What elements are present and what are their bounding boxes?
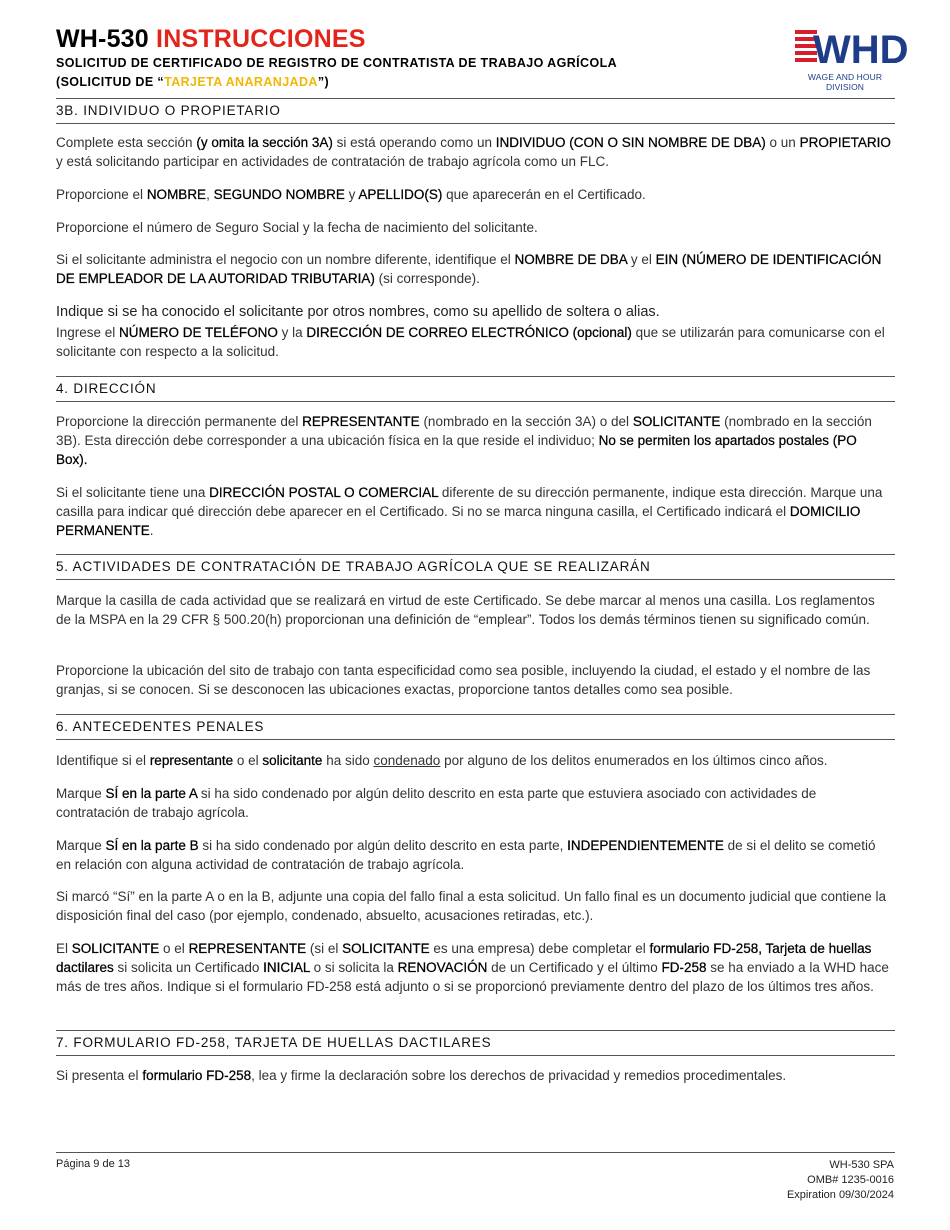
footer-divider <box>56 1152 895 1153</box>
section-7-heading: 7. FORMULARIO FD-258, TARJETA DE HUELLAS DACTILARES <box>56 1030 895 1056</box>
section-6-paragraph-4: Si marcó “Sí” en la parte A o en la B, adjunte una copia del fallo final a esta solicitud. Un fallo final es un documento judicial que contiene la disposición final del caso (por ejemplo, condenado, absuelto, acusaciones retiradas, etc.). <box>56 889 887 923</box>
whd-logo: WHD WAGE AND HOUR DIVISION <box>795 26 895 92</box>
section-6-paragraph-2: Marque SÍ en la parte A si ha sido condenado por algún delito descrito en esta parte que estuviera asociado con actividades de contratación de trabajo agrícola. <box>56 786 817 820</box>
form-subtitle-2: (SOLICITUD DE “TARJETA ANARANJADA”) <box>56 75 330 89</box>
section-4-heading: 4. DIRECCIÓN <box>56 376 895 402</box>
section-4-paragraph-1: Proporcione la dirección permanente del REPRESENTANTE (nombrado en la sección 3A) o del SOLICITANTE (nombrado en la sección 3B). Esta dirección debe corresponder a una ubicación física en la que reside el individuo; No se permiten los apartados postales (PO Box). <box>56 414 872 467</box>
section-3b-paragraph-2: Proporcione el NOMBRE, SEGUNDO NOMBRE y APELLIDO(S) que aparecerán en el Certificado. <box>56 187 646 202</box>
section-6-paragraph-1: Identifique si el representante o el solicitante ha sido condenado por alguno de los delitos enumerados en los últimos cinco años. <box>56 753 828 768</box>
page-number: Página 9 de 13 <box>56 1158 131 1170</box>
page-title: WH-530 INSTRUCCIONES <box>56 25 366 53</box>
section-5-paragraph-1: Marque la casilla de cada actividad que se realizará en virtud de este Certificado. Se debe marcar al menos una casilla. Los reglamentos de la MSPA en la 29 CFR § 500.20(h) proporcionan una definición de “emplear”. Todos los demás términos tienen su significado común. <box>56 593 875 627</box>
form-subtitle: SOLICITUD DE CERTIFICADO DE REGISTRO DE CONTRATISTA DE TRABAJO AGRÍCOLA <box>56 56 618 70</box>
section-5-heading: 5. ACTIVIDADES DE CONTRATACIÓN DE TRABAJO AGRÍCOLA QUE SE REALIZARÁN <box>56 554 895 580</box>
section-3b-paragraph-3: Proporcione el número de Seguro Social y la fecha de nacimiento del solicitante. <box>56 220 538 235</box>
section-3b-heading: 3B. INDIVIDUO O PROPIETARIO <box>56 98 895 124</box>
section-3b-paragraph-4: Si el solicitante administra el negocio con un nombre diferente, identifique el NOMBRE DE DBA y el EIN (NÚMERO DE IDENTIFICACIÓN DE EMPLEADOR DE LA AUTORIDAD TRIBUTARIA) (si corresponde). <box>56 252 882 286</box>
omb-number: OMB# 1235-0016 <box>807 1174 894 1186</box>
section-3b-paragraph-5: Indique si se ha conocido el solicitante por otros nombres, como su apellido de soltera o alias. <box>56 304 660 320</box>
section-6-heading: 6. ANTECEDENTES PENALES <box>56 714 895 740</box>
section-6-paragraph-3: Marque SÍ en la parte B si ha sido condenado por algún delito descrito en esta parte, INDEPENDIENTEMENTE de si el delito se cometió en relación con alguna actividad de contratación de trabajo agrícola. <box>56 838 876 872</box>
section-3b-paragraph-6: Ingrese el NÚMERO DE TELÉFONO y la DIRECCIÓN DE CORREO ELECTRÓNICO (opcional) que se utilizarán para comunicarse con el solicitante con respecto a la solicitud. <box>56 325 885 359</box>
section-6-paragraph-5: El SOLICITANTE o el REPRESENTANTE (si el SOLICITANTE es una empresa) debe completar el formulario FD-258, Tarjeta de huellas dactilares si solicita un Certificado INICIAL o si solicita la RENOVACIÓN de un Certificado y el último FD-258 se ha enviado a la WHD hace más de tres años. Indique si el formulario FD-258 está adjunto o si se proporcionó previamente dentro del plazo de los últimos tres años. <box>56 941 889 994</box>
form-identifier <box>787 1158 894 1203</box>
section-4-paragraph-2: Si el solicitante tiene una DIRECCIÓN POSTAL O COMERCIAL diferente de su dirección permanente, indique esta dirección. Marque una casilla para indicar qué dirección debe aparecer en el Certificado. Si no se marca ninguna casilla, el Certificado indicará el DOMICILIO PERMANENTE. <box>56 485 883 538</box>
section-5-paragraph-2: Proporcione la ubicación del sito de trabajo con tanta especificidad como sea posible, incluyendo la ciudad, el estado y el nombre de las granjas, si se conocen. Si se desconocen las ubicaciones exactas, proporcione tantos detalles como sea posible. <box>56 663 871 697</box>
section-3b-paragraph-1: Complete esta sección (y omita la sección 3A) si está operando como un INDIVIDUO (CON O SIN NOMBRE DE DBA) o un PROPIETARIO y está solicitando participar en actividades de contratación de trabajo agrícola como un FLC. <box>56 135 891 169</box>
section-7-paragraph-1: Si presenta el formulario FD-258, lea y firme la declaración sobre los derechos de privacidad y remedios procedimentales. <box>56 1068 787 1083</box>
document-header <box>56 24 617 92</box>
svg-text:WHD: WHD <box>813 28 909 72</box>
form-number: WH-530 SPA <box>829 1159 894 1171</box>
expiration-date: Expiration 09/30/2024 <box>786 1189 894 1201</box>
whd-flag-icon <box>795 26 909 72</box>
